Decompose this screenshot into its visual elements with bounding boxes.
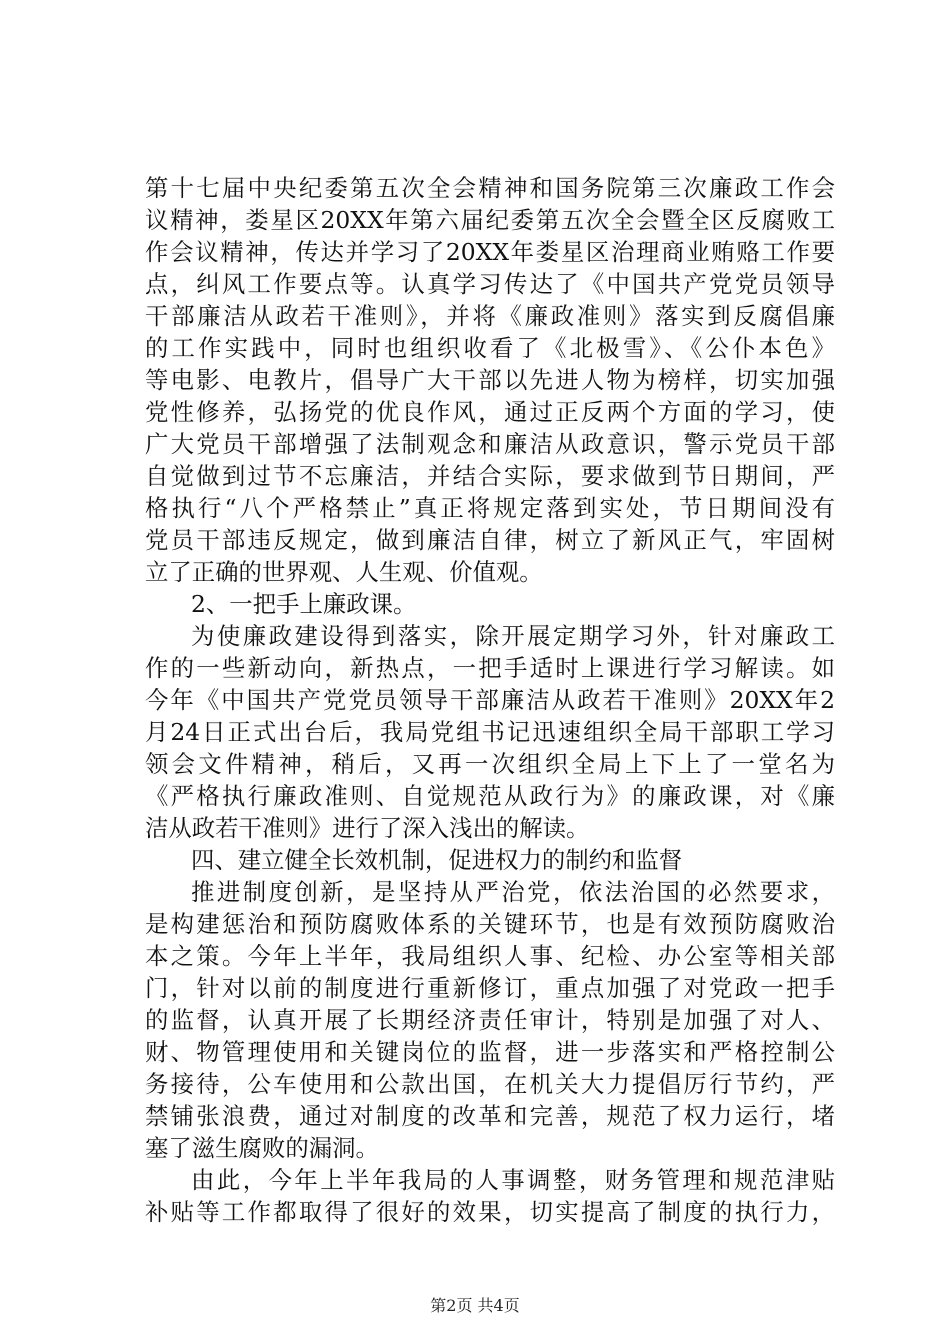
text-line: 领会文件精神，稍后，又再一次组织全局上下上了一堂名为 [145, 750, 835, 778]
section-heading: 四、建立健全长效机制，促进权力的制约和监督 [191, 846, 683, 874]
text-line: 由此，今年上半年我局的人事调整，财务管理和规范津贴 [191, 1166, 835, 1194]
text-line: 点，纠风工作要点等。认真学习传达了《中国共产党党员领导 [145, 270, 835, 298]
text-line: 干部廉洁从政若干准则》，并将《廉政准则》落实到反腐倡廉 [145, 302, 835, 330]
text-line: 党员干部违反规定，做到廉洁自律，树立了新风正气，牢固树 [145, 526, 835, 554]
text-line: 立了正确的世界观、人生观、价值观。 [145, 558, 543, 586]
body-text [145, 172, 835, 1228]
text-line: 的监督，认真开展了长期经济责任审计，特别是加强了对人、 [145, 1006, 835, 1034]
text-line: 禁铺张浪费，通过对制度的改革和完善，规范了权力运行，堵 [145, 1102, 835, 1130]
text-line: 塞了滋生腐败的漏洞。 [145, 1134, 379, 1162]
text-line: 月24日正式出台后，我局党组书记迅速组织全局干部职工学习 [145, 718, 835, 746]
text-line: 《严格执行廉政准则、自觉规范从政行为》的廉政课，对《廉 [145, 782, 835, 810]
text-line: 作的一些新动向，新热点，一把手适时上课进行学习解读。如 [145, 654, 835, 682]
text-line: 等电影、电教片，倡导广大干部以先进人物为榜样，切实加强 [145, 366, 835, 394]
text-line: 议精神，娄星区20XX年第六届纪委第五次全会暨全区反腐败工 [145, 206, 835, 234]
text-line: 财、物管理使用和关键岗位的监督，进一步落实和严格控制公 [145, 1038, 835, 1066]
text-line: 格执行“八个严格禁止”真正将规定落到实处，节日期间没有 [145, 494, 835, 522]
text-line: 是构建惩治和预防腐败体系的关键环节，也是有效预防腐败治 [145, 910, 835, 938]
text-line: 本之策。今年上半年，我局组织人事、纪检、办公室等相关部 [145, 942, 835, 970]
text-line: 务接待，公车使用和公款出国，在机关大力提倡厉行节约，严 [145, 1070, 835, 1098]
text-line: 为使廉政建设得到落实，除开展定期学习外，针对廉政工 [191, 622, 835, 650]
text-line: 的工作实践中，同时也组织收看了《北极雪》、《公仆本色》 [145, 334, 835, 362]
text-line: 推进制度创新，是坚持从严治党，依法治国的必然要求， [191, 878, 835, 906]
text-line: 党性修养，弘扬党的优良作风，通过正反两个方面的学习，使 [145, 398, 835, 426]
text-line: 今年《中国共产党党员领导干部廉洁从政若干准则》20XX年2 [145, 686, 835, 714]
text-line: 补贴等工作都取得了很好的效果，切实提高了制度的执行力， [145, 1198, 835, 1226]
subheading: 2、一把手上廉政课。 [191, 590, 417, 618]
text-line: 洁从政若干准则》进行了深入浅出的解读。 [145, 814, 590, 842]
text-line: 自觉做到过节不忘廉洁，并结合实际，要求做到节日期间，严 [145, 462, 835, 490]
text-line: 门，针对以前的制度进行重新修订，重点加强了对党政一把手 [145, 974, 835, 1002]
text-line: 作会议精神，传达并学习了20XX年娄星区治理商业贿赂工作要 [145, 238, 835, 266]
page-footer: 第2页 共4页 [430, 1296, 520, 1315]
text-line: 第十七届中央纪委第五次全会精神和国务院第三次廉政工作会 [145, 174, 835, 202]
text-line: 广大党员干部增强了法制观念和廉洁从政意识，警示党员干部 [145, 430, 835, 458]
